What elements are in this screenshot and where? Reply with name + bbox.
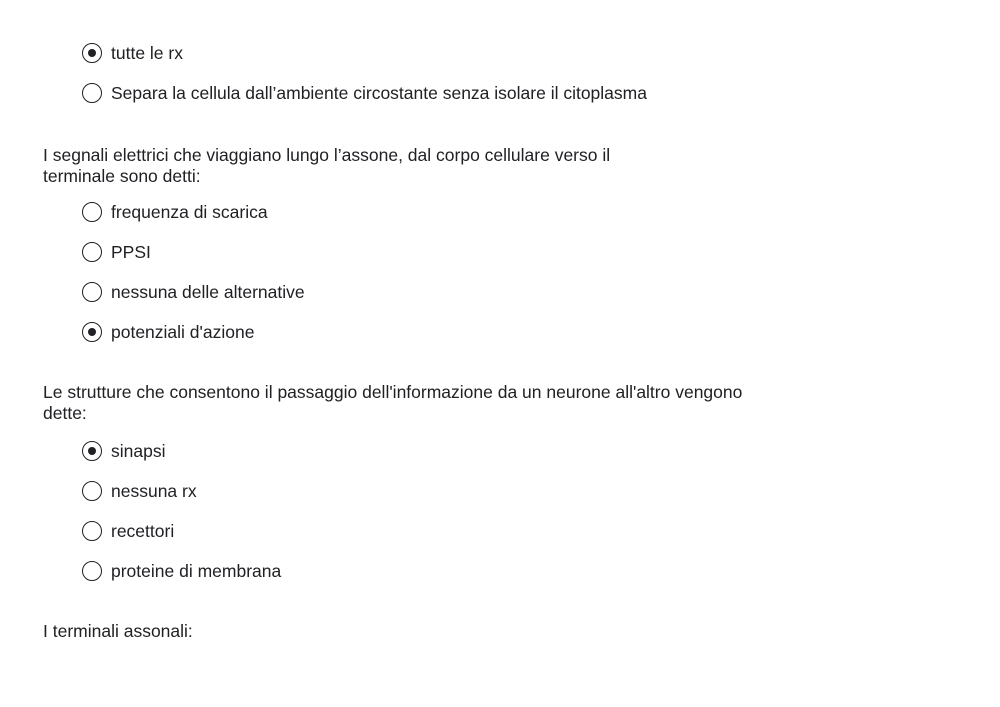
option-separa-la-cellula[interactable] [82, 81, 647, 105]
option-label: sinapsi [111, 440, 166, 461]
option-label: nessuna rx [111, 480, 197, 501]
radio-selected-icon[interactable] [82, 441, 102, 461]
radio-unselected-icon[interactable] [82, 202, 102, 222]
radio-unselected-icon[interactable] [82, 282, 102, 302]
option-sinapsi[interactable] [82, 439, 165, 463]
option-recettori[interactable] [82, 519, 174, 543]
option-label: Separa la cellula dall’ambiente circostante senza isolare il citoplasma [111, 82, 647, 103]
question-text: I terminali assonali: [43, 621, 193, 641]
option-ppsi[interactable] [82, 240, 151, 264]
option-label: proteine di membrana [111, 560, 282, 581]
option-label: recettori [111, 520, 175, 541]
radio-unselected-icon[interactable] [82, 242, 102, 262]
option-nessuna-delle-alternative[interactable] [82, 280, 305, 304]
question-text: I segnali elettrici che viaggiano lungo l’assone, dal corpo cellulare verso il terminale sono detti: [43, 145, 611, 186]
option-label: frequenza di scarica [111, 201, 268, 222]
question-text: Le strutture che consentono il passaggio dell'informazione da un neurone all'altro vengono dette: [43, 382, 743, 423]
radio-unselected-icon[interactable] [82, 83, 102, 103]
option-label: tutte le rx [111, 42, 183, 63]
option-potenziali-d-azione[interactable] [82, 320, 254, 344]
option-proteine-di-membrana[interactable] [82, 559, 281, 583]
option-frequenza-di-scarica[interactable] [82, 200, 268, 224]
option-tutte-le-rx[interactable] [82, 41, 183, 65]
radio-unselected-icon[interactable] [82, 561, 102, 581]
radio-selected-icon[interactable] [82, 322, 102, 342]
radio-selected-icon[interactable] [82, 43, 102, 63]
radio-unselected-icon[interactable] [82, 481, 102, 501]
radio-unselected-icon[interactable] [82, 521, 102, 541]
option-nessuna-rx[interactable] [82, 479, 197, 503]
option-label: PPSI [111, 241, 151, 262]
option-label: nessuna delle alternative [111, 281, 305, 302]
option-label: potenziali d'azione [111, 321, 255, 342]
